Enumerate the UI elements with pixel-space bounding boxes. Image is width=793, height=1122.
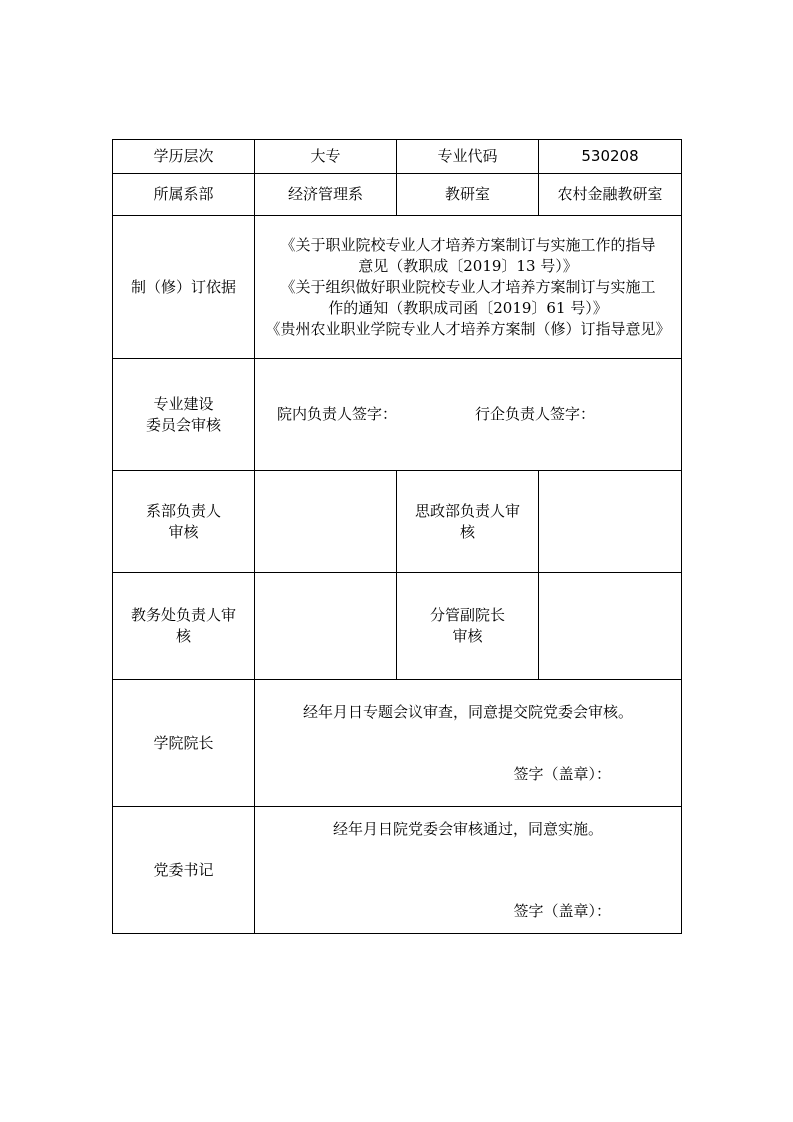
- vice-president-label-line-2: 审核: [452, 627, 483, 645]
- academic-affairs-label: [113, 573, 255, 680]
- department-value: 经济管理系: [255, 174, 397, 216]
- major-code-value: 530208: [539, 140, 682, 174]
- major-code-label: 专业代码: [397, 140, 539, 174]
- academic-affairs-label-line-2: 核: [175, 627, 191, 645]
- president-approval-cell: [255, 680, 682, 807]
- inner-leader-signature-label: 院内负责人签字：: [277, 405, 398, 423]
- secretary-approval-cell: [255, 807, 682, 934]
- approval-form-table: [112, 139, 682, 934]
- president-label: 学院院长: [113, 680, 255, 807]
- education-level-row: [113, 140, 682, 174]
- committee-label: [113, 359, 255, 471]
- basis-label: 制（修）订依据: [113, 216, 255, 359]
- basis-line-4: 作的通知（教职成司函〔2019〕61 号）》: [328, 298, 608, 317]
- political-dept-label: [397, 471, 539, 573]
- president-statement: 经年月日专题会议审查，同意提交院党委会审核。: [302, 703, 633, 721]
- academic-affairs-row: [113, 573, 682, 680]
- dept-head-row: [113, 471, 682, 573]
- basis-line-1: 《关于职业院校专业人才培养方案制订与实施工作的指导: [280, 235, 656, 254]
- basis-content: [255, 216, 682, 359]
- basis-line-5: 《贵州农业职业学院专业人才培养方案制（修）订指导意见》: [265, 319, 671, 338]
- teaching-office-label: 教研室: [397, 174, 539, 216]
- education-level-label: 学历层次: [113, 140, 255, 174]
- committee-signatures: [255, 359, 682, 471]
- basis-line-3: 《关于组织做好职业院校专业人才培养方案制订与实施工: [280, 277, 656, 296]
- vice-president-label-line-1: 分管副院长: [429, 606, 505, 624]
- basis-line-2: 意见（教职成〔2019〕13 号）》: [358, 256, 578, 275]
- secretary-statement: 经年月日院党委会审核通过，同意实施。: [332, 820, 603, 838]
- secretary-row: [113, 807, 682, 934]
- secretary-label: 党委书记: [113, 807, 255, 934]
- committee-label-line-1: 专业建设: [153, 394, 214, 413]
- political-dept-signature-cell[interactable]: [539, 471, 682, 573]
- department-row: [113, 174, 682, 216]
- committee-row: [113, 359, 682, 471]
- vice-president-signature-cell[interactable]: [539, 573, 682, 680]
- vice-president-label: [397, 573, 539, 680]
- committee-label-line-2: 委员会审核: [145, 415, 221, 434]
- political-dept-label-line-2: 核: [459, 522, 475, 541]
- academic-affairs-label-line-1: 教务处负责人审: [130, 606, 236, 624]
- president-signature-label: 签字（盖章）：: [513, 765, 611, 783]
- dept-head-label: [113, 471, 255, 573]
- secretary-signature-label: 签字（盖章）：: [513, 902, 611, 920]
- teaching-office-value: 农村金融教研室: [539, 174, 682, 216]
- dept-head-label-line-1: 系部负责人: [145, 501, 221, 520]
- academic-affairs-signature-cell[interactable]: [255, 573, 397, 680]
- political-dept-label-line-1: 思政部负责人审: [414, 501, 520, 520]
- dept-head-signature-cell[interactable]: [255, 471, 397, 573]
- education-level-value: 大专: [255, 140, 397, 174]
- industry-leader-signature-label: 行企负责人签字：: [474, 405, 595, 423]
- dept-head-label-line-2: 审核: [168, 522, 199, 541]
- basis-row: [113, 216, 682, 359]
- department-label: 所属系部: [113, 174, 255, 216]
- president-row: [113, 680, 682, 807]
